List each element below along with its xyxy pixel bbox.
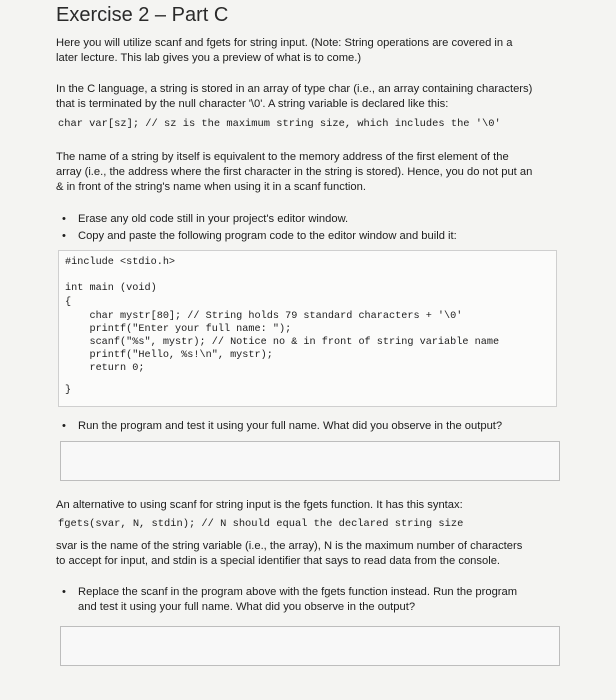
code-line: printf("Enter your full name: ");	[65, 324, 292, 335]
name-line-1: The name of a string by itself is equivalent to the memory address of the first element of the	[56, 151, 509, 163]
name-line-3: & in front of the string's name when using it in a scanf function.	[56, 181, 366, 193]
question-2-line-2: and test it using your full name. What did you observe in the output?	[78, 601, 416, 613]
intro-paragraph	[56, 36, 556, 66]
answer-field-2[interactable]	[60, 626, 560, 666]
code-line: char mystr[80]; // String holds 79 standard characters + '\0'	[65, 311, 463, 322]
bullet-dot: •	[62, 586, 66, 598]
code-line: }	[65, 385, 72, 396]
question-2-line-1: Replace the scanf in the program above with the fgets function instead. Run the program	[78, 586, 518, 598]
name-line-2: array (i.e., the address where the first character in the string is stored). Hence, you do not put an	[56, 166, 533, 178]
name-paragraph	[56, 150, 556, 195]
strings-line-1: In the C language, a string is stored in an array of type char (i.e., an array containing characters)	[56, 83, 533, 95]
intro-line-2: later lecture. This lab gives you a preview of what is to come.)	[56, 52, 362, 64]
code-block	[58, 250, 557, 407]
fgets-line-3: to accept for input, and stdin is a special identifier that says to read data from the console.	[56, 555, 501, 567]
code-line: int main (void)	[65, 283, 157, 294]
fgets-line-1: An alternative to using scanf for string input is the fgets function. It has this syntax:	[56, 499, 463, 511]
bullet-dot: •	[62, 213, 66, 225]
code-line: #include <stdio.h>	[65, 257, 176, 268]
strings-paragraph	[56, 82, 556, 112]
fgets-line-2: svar is the name of the string variable (i.e., the array), N is the maximum number of characters	[56, 540, 523, 552]
code-line: scanf("%s", mystr); // Notice no & in front of string variable name	[65, 337, 500, 348]
declaration-code: char var[sz]; // sz is the maximum string size, which includes the '\0'	[58, 118, 501, 130]
code-line: return 0;	[65, 363, 145, 374]
code-line: {	[65, 297, 72, 308]
bullet-text: Copy and paste the following program code to the editor window and build it:	[78, 230, 457, 242]
fgets-description	[56, 539, 556, 569]
fgets-paragraph	[56, 498, 556, 513]
bullet-text: Erase any old code still in your project's editor window.	[78, 213, 349, 225]
question-1-text: Run the program and test it using your full name. What did you observe in the output?	[78, 420, 503, 432]
bullet-dot: •	[62, 230, 66, 242]
bullet-dot: •	[62, 420, 66, 432]
answer-field-1[interactable]	[60, 441, 560, 481]
strings-line-2: that is terminated by the null character '\0'. A string variable is declared like this:	[56, 98, 449, 110]
code-line: printf("Hello, %s!\n", mystr);	[65, 350, 273, 361]
fgets-syntax-code: fgets(svar, N, stdin); // N should equal the declared string size	[58, 518, 464, 530]
intro-line-1: Here you will utilize scanf and fgets for string input. (Note: String operations are covered in a	[56, 37, 513, 49]
page-title: Exercise 2 – Part C	[56, 4, 229, 26]
